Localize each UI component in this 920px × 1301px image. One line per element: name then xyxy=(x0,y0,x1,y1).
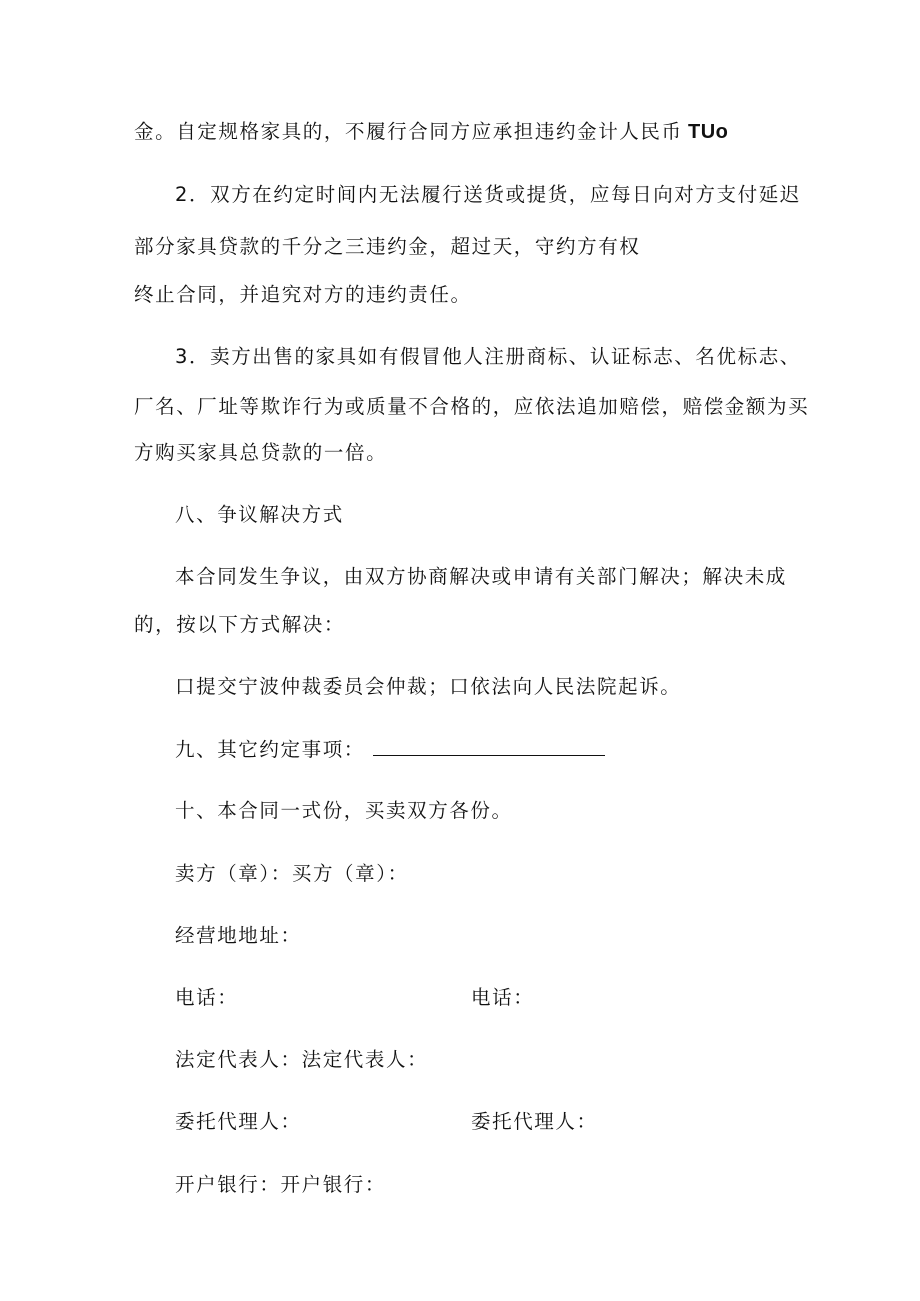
phone-label-buyer: 电话： xyxy=(471,986,535,1009)
clause-2-line-1: 2．双方在约定时间内无法履行送货或提货，应每日向对方支付延迟 xyxy=(175,183,801,206)
clause-3-line-2: 厂名、厂址等欺诈行为或质量不合格的，应依法追加赔偿，赔偿金额为买 xyxy=(134,395,810,418)
other-terms-label: 九、其它约定事项： xyxy=(175,738,365,761)
paragraph-line xyxy=(134,120,683,144)
clause-3-line-1: 3．卖方出售的家具如有假冒他人注册商标、认证标志、名优标志、 xyxy=(175,345,801,368)
other-terms-blank-line xyxy=(373,737,605,756)
dispute-options: 口提交宁波仲裁委员会仲裁；口依法向人民法院起诉。 xyxy=(175,675,682,698)
section-8-line-2: 的，按以下方式解决： xyxy=(134,613,346,636)
section-8-line-1: 本合同发生争议，由双方协商解决或申请有关部门解决；解决未成 xyxy=(175,565,787,588)
section-8-title: 八、争议解决方式 xyxy=(175,503,344,526)
clause-3-line-3: 方购买家具总贷款的一倍。 xyxy=(134,441,388,464)
phone-label-seller: 电话： xyxy=(175,986,239,1009)
agent-label-buyer: 委托代理人： xyxy=(471,1110,598,1133)
signature-parties: 卖方（章）：买方（章）： xyxy=(175,862,409,885)
section-10: 十、本合同一式份，买卖双方各份。 xyxy=(175,799,513,822)
business-address-label: 经营地地址： xyxy=(175,924,302,947)
legal-representative-label: 法定代表人：法定代表人： xyxy=(175,1048,429,1071)
bank-label: 开户银行：开户银行： xyxy=(175,1173,387,1196)
agent-label-seller: 委托代理人： xyxy=(175,1110,302,1133)
amount-text: TUo xyxy=(688,121,729,143)
penalty-text: 金。自定规格家具的，不履行合同方应承担违约金计人民币 xyxy=(134,120,683,143)
clause-2-line-2: 部分家具贷款的千分之三违约金，超过天，守约方有权 xyxy=(134,235,641,258)
clause-2-line-3: 终止合同，并追究对方的违约责任。 xyxy=(134,283,472,306)
section-9 xyxy=(175,737,605,762)
